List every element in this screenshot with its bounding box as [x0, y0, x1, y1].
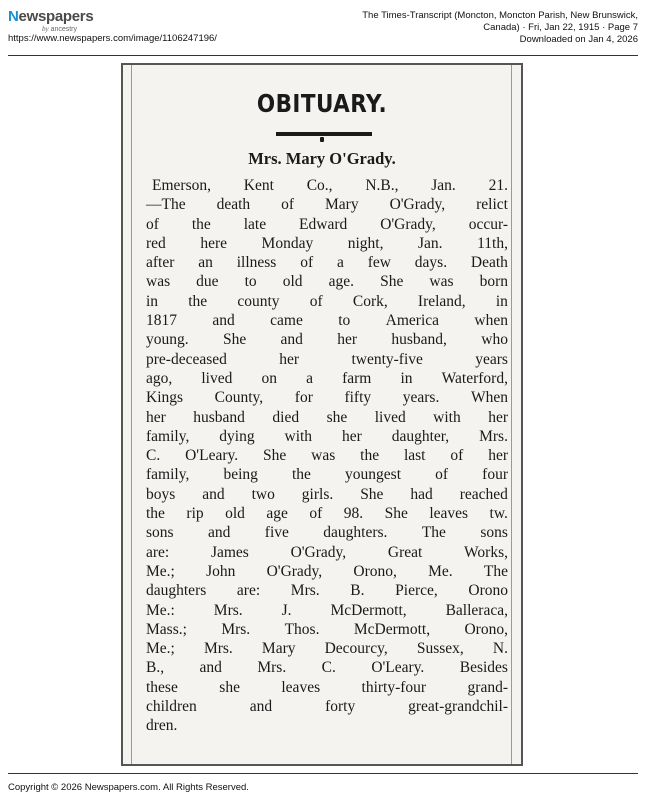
obituary-word: are: [236, 582, 261, 600]
obituary-line [146, 523, 508, 542]
obituary-word: and [212, 312, 235, 330]
obituary-word: with [433, 408, 461, 426]
obituary-word: years [475, 350, 508, 368]
obituary-word: occur- [468, 215, 508, 233]
obituary-word: great-grandchil- [408, 698, 508, 716]
obituary-word: of [300, 254, 314, 272]
obituary-word: Jan. [431, 177, 456, 194]
obituary-word: B., [146, 659, 165, 677]
obituary-word: dying [219, 427, 255, 445]
publication-info [318, 10, 638, 46]
obituary-word: McDermott, [330, 601, 407, 619]
obituary-word: sons [480, 524, 508, 542]
obituary-word: Mary [261, 640, 296, 658]
obituary-word: last [403, 447, 426, 465]
obituary-word: She [222, 331, 247, 349]
obituary-word: She [263, 447, 287, 465]
logo-wordmark [8, 8, 93, 25]
obituary-line [146, 176, 508, 195]
obituary-word: O'Leary. [371, 659, 425, 677]
obituary-word: She [380, 273, 404, 291]
obituary-word: old [282, 273, 303, 291]
obituary-word: Emerson, [152, 177, 211, 194]
obituary-line [146, 215, 508, 234]
obituary-word: James [210, 543, 249, 561]
obituary-word: —The [146, 196, 186, 214]
publication-line: Canada) · Fri, Jan 22, 1915 · Page 7 [483, 22, 638, 33]
obituary-word: C. [146, 447, 161, 465]
obituary-subhead: Mrs. Mary O'Grady. [248, 149, 396, 168]
obituary-word: when [474, 312, 508, 330]
obituary-body [146, 176, 508, 736]
obituary-word: Decourcy, [324, 640, 388, 658]
obituary-word: county [237, 292, 280, 310]
obituary-line-text: dren. [146, 717, 178, 735]
obituary-line [146, 504, 508, 523]
obituary-line [146, 253, 508, 272]
obituary-word: N. [492, 640, 508, 658]
obituary-word: died [272, 408, 300, 426]
obituary-word: the [191, 215, 211, 233]
copyright-notice: Copyright © 2026 Newspapers.com. All Rights Reserved. [8, 782, 249, 793]
obituary-word: of [435, 466, 449, 484]
obituary-word: ago, [146, 369, 173, 387]
obituary-line [146, 697, 508, 716]
obituary-word: O'Grady, [290, 543, 347, 561]
obituary-word: and [207, 524, 231, 542]
obituary-word: four [482, 466, 508, 484]
obituary-word: who [481, 331, 508, 349]
obituary-line [146, 195, 508, 214]
logo-n-icon: N [8, 8, 19, 25]
obituary-word: after [146, 254, 175, 272]
obituary-word: a [306, 369, 313, 387]
obituary-word: her [146, 408, 166, 426]
obituary-word: Jan. [418, 234, 443, 252]
obituary-word: Balleraca, [445, 601, 508, 619]
obituary-word: red [146, 234, 166, 252]
obituary-word: leaves [281, 678, 321, 696]
obituary-word: few [367, 254, 391, 272]
obituary-word: age [266, 505, 288, 523]
obituary-word: young. [146, 331, 189, 349]
obituary-line [146, 601, 508, 620]
obituary-word: C. [321, 659, 336, 677]
obituary-line [146, 272, 508, 291]
obituary-word: husband [193, 408, 245, 426]
obituary-line [146, 485, 508, 504]
obituary-word: was [311, 447, 336, 465]
obituary-word: grand- [467, 678, 508, 696]
obituary-word: O'Grady, [380, 215, 436, 233]
obituary-word: due [196, 273, 219, 291]
obituary-word: she [219, 678, 240, 696]
obituary-word: farm [342, 369, 372, 387]
obituary-word: B. [350, 582, 365, 600]
obituary-word: Cork, [352, 292, 388, 310]
obituary-word: here [200, 234, 227, 252]
obituary-word: Mary [325, 196, 359, 214]
publication-line: The Times-Transcript (Moncton, Moncton Parish, New Brunswick, [362, 10, 638, 21]
obituary-word: night, [347, 234, 384, 252]
obituary-word: for [294, 389, 313, 407]
obituary-word: husband, [391, 331, 447, 349]
obituary-word: Orono [468, 582, 508, 600]
obituary-word: a [336, 254, 344, 272]
obituary-word: Mass.; [146, 620, 187, 638]
obituary-word: 21. [488, 177, 508, 194]
title-ornament-dot [320, 137, 324, 142]
obituary-word: fifty [344, 389, 372, 407]
obituary-word: in [146, 292, 159, 310]
logo-by: by [42, 25, 49, 33]
obituary-word: Great [387, 543, 423, 561]
obituary-word: the [188, 292, 208, 310]
obituary-word: O'Grady, [266, 562, 323, 580]
obituary-word: being [223, 466, 258, 484]
obituary-word: Monday [261, 234, 314, 252]
obituary-word: Death [470, 254, 508, 272]
obituary-word: family, [146, 466, 190, 484]
obituary-word: boys [146, 485, 176, 503]
column-rule-left [131, 65, 132, 764]
obituary-word: The [421, 524, 446, 542]
obituary-word: the [360, 447, 380, 465]
obituary-word: she [326, 408, 348, 426]
obituary-word: She [360, 485, 384, 503]
obituary-word: of [146, 215, 159, 233]
obituary-word: rip [186, 505, 204, 523]
obituary-word: She [384, 505, 408, 523]
obituary-word: of [281, 196, 295, 214]
obituary-word: J. [281, 601, 292, 619]
obituary-word: late [243, 215, 267, 233]
footer-divider [8, 773, 638, 774]
obituary-word: born [479, 273, 508, 291]
obituary-word: 1817 [146, 312, 177, 330]
obituary-word: Works, [464, 543, 508, 561]
obituary-word: Mrs. [221, 620, 251, 638]
obituary-word: illness [236, 254, 277, 272]
page-header [0, 0, 648, 56]
obituary-word: children [146, 698, 197, 716]
logo-wordmark-rest: ewspapers [18, 8, 94, 25]
obituary-word: her [341, 427, 362, 445]
obituary-line [146, 408, 508, 427]
obituary-word: Mrs. [290, 582, 320, 600]
obituary-word: days. [414, 254, 448, 272]
header-divider [8, 55, 638, 56]
obituary-word: pre-deceased [146, 350, 227, 368]
obituary-word: in [495, 292, 508, 310]
obituary-word: O'Grady, [389, 196, 446, 214]
obituary-word: her [488, 408, 508, 426]
obituary-word: of [450, 447, 464, 465]
obituary-word: was [146, 273, 171, 291]
obituary-word: and [202, 485, 225, 503]
obituary-word: Edward [299, 215, 348, 233]
obituary-word: lived [374, 408, 406, 426]
column-rule-right [511, 65, 512, 764]
obituary-word: her [279, 350, 300, 368]
obituary-word: The [483, 562, 508, 580]
obituary-line [146, 388, 508, 407]
obituary-word: with [284, 427, 313, 445]
obituary-word: years. [402, 389, 440, 407]
publication-line: Downloaded on Jan 4, 2026 [519, 34, 638, 45]
logo-ancestry-tagline [42, 25, 77, 33]
obituary-word: daughter, [391, 427, 450, 445]
obituary-word: When [470, 389, 508, 407]
obituary-word: Mrs. [479, 427, 508, 445]
obituary-word: to [338, 312, 351, 330]
obituary-word: relict [476, 196, 508, 214]
obituary-line [146, 446, 508, 465]
obituary-line [146, 465, 508, 484]
obituary-word: O'Leary. [185, 447, 239, 465]
obituary-word: Orono, [464, 620, 508, 638]
obituary-word: in [400, 369, 413, 387]
obituary-word: tw. [489, 505, 508, 523]
obituary-word: leaves [429, 505, 469, 523]
obituary-word: 11th, [477, 234, 508, 252]
obituary-word: was [429, 273, 454, 291]
obituary-line [146, 427, 508, 446]
obituary-line [146, 543, 508, 562]
obituary-word: N.B., [365, 177, 399, 194]
obituary-word: America [385, 312, 440, 330]
obituary-word: daughters [146, 582, 207, 600]
obituary-word: old [225, 505, 245, 523]
obituary-word: youngest [345, 466, 402, 484]
obituary-line [146, 658, 508, 677]
obituary-word: girls. [301, 485, 334, 503]
obituary-line [146, 581, 508, 600]
obituary-word: Co., [306, 177, 333, 194]
obituary-line [146, 330, 508, 349]
obituary-word: two [251, 485, 275, 503]
obituary-word: John [206, 562, 236, 580]
obituary-word: Sussex, [416, 640, 464, 658]
obituary-line [146, 350, 508, 369]
obituary-word: and [280, 331, 303, 349]
obituary-word: and [199, 659, 222, 677]
obituary-word: Orono, [353, 562, 397, 580]
obituary-word: death [216, 196, 251, 214]
obituary-word: to [244, 273, 257, 291]
obituary-word: reached [459, 485, 508, 503]
obituary-line [146, 234, 508, 253]
obituary-word: Me.; [146, 640, 175, 658]
obituary-line [146, 639, 508, 658]
obituary-word: the [292, 466, 311, 484]
obituary-word: 98. [343, 505, 364, 523]
obituary-word: twenty-five [351, 350, 423, 368]
obituary-word: an [198, 254, 213, 272]
obituary-word: County, [214, 389, 264, 407]
title-ornament-rule [276, 132, 372, 136]
obituary-word: her [337, 331, 358, 349]
obituary-word: Thos. [284, 620, 320, 638]
obituary-word: of [309, 505, 323, 523]
obituary-word: her [488, 447, 508, 465]
obituary-word: sons [146, 524, 174, 542]
obituary-line [146, 562, 508, 581]
obituary-word: Mrs. [213, 601, 243, 619]
obituary-word: and [249, 698, 273, 716]
obituary-word: McDermott, [353, 620, 431, 638]
obituary-line [146, 716, 508, 735]
obituary-word: these [146, 678, 178, 696]
newspaper-clipping [121, 63, 523, 766]
obituary-word: five [264, 524, 289, 542]
clipping-title: OBITUARY. [256, 89, 388, 118]
obituary-word: Mrs. [203, 640, 233, 658]
obituary-word: of [309, 292, 323, 310]
obituary-word: Me.: [146, 601, 175, 619]
obituary-word: forty [325, 698, 356, 716]
newspapers-logo[interactable] [8, 8, 98, 34]
obituary-line [146, 369, 508, 388]
obituary-word: lived [201, 369, 233, 387]
obituary-word: Me. [428, 562, 453, 580]
obituary-word: thirty-four [361, 678, 427, 696]
obituary-word: Kings [146, 389, 184, 407]
source-url-link[interactable]: https://www.newspapers.com/image/1106247196/ [8, 33, 217, 44]
obituary-line [146, 292, 508, 311]
obituary-word: Pierce, [395, 582, 438, 600]
obituary-word: Besides [459, 659, 508, 677]
obituary-word: family, [146, 427, 190, 445]
obituary-word: Waterford, [441, 369, 508, 387]
obituary-word: Kent [243, 177, 274, 194]
obituary-line [146, 620, 508, 639]
obituary-word: came [270, 312, 303, 330]
logo-ancestry: ancestry [50, 26, 78, 33]
obituary-line [146, 311, 508, 330]
obituary-word: Mrs. [257, 659, 287, 677]
obituary-word: the [146, 505, 165, 523]
obituary-word: age. [328, 273, 355, 291]
obituary-line [146, 678, 508, 697]
obituary-word: on [261, 369, 277, 387]
obituary-word: Me.; [146, 562, 175, 580]
obituary-word: are: [146, 543, 170, 561]
obituary-word: Ireland, [417, 292, 466, 310]
obituary-word: had [410, 485, 433, 503]
obituary-word: daughters. [323, 524, 388, 542]
